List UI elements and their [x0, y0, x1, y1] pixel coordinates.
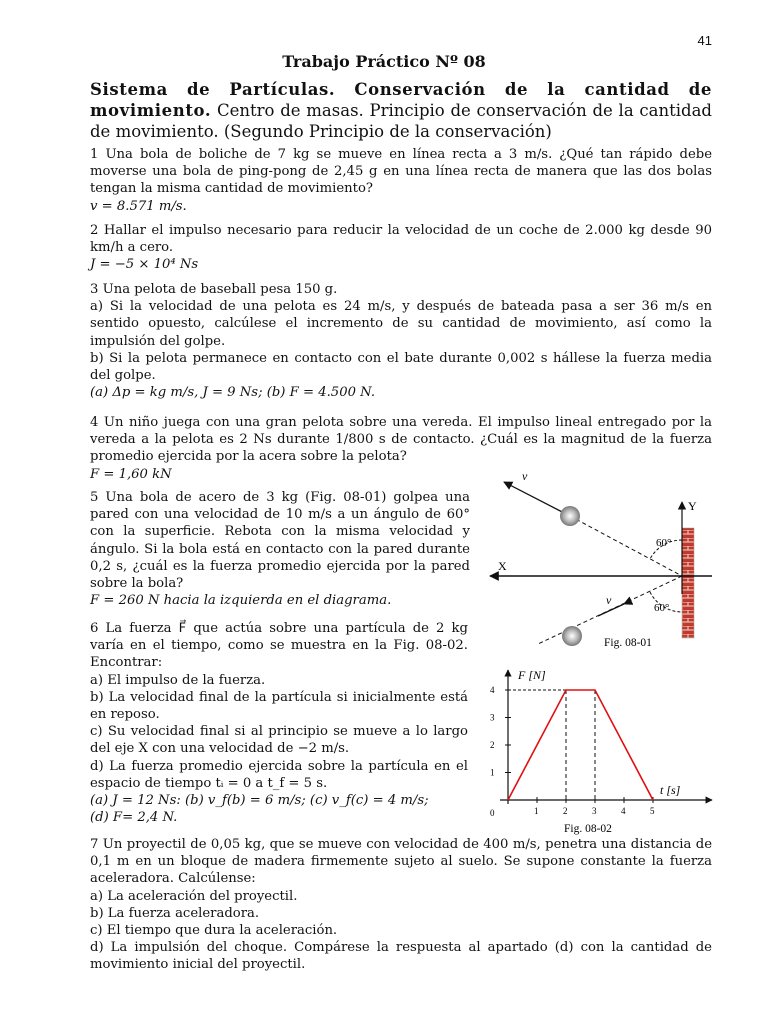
x-tick-label: 2 — [563, 806, 568, 816]
x-tick-label: 3 — [592, 806, 597, 816]
problem-5: 5 Una bola de acero de 3 kg (Fig. 08-01) golpea una pared con una velocidad de 10 m/s a un ángulo de 60° con la superficie. Rebota con la misma velocidad y ángulo. Si la bola está en contacto con la pared durante 0,2 s, ¿cuál es la fuerza promedio ejercida por la pared sobre la bola? F = 260 N hacia la izquierda en el diagrama. — [90, 490, 470, 609]
chart-x-label: t [s] — [660, 783, 681, 797]
incoming-velocity-label: v⃗ — [522, 469, 537, 483]
chart-y-label: F [N] — [518, 668, 546, 682]
answer-5: F = 260 N hacia la izquierda en el diagrama. — [90, 593, 392, 609]
answer-6a: (a) J = 12 Ns: (b) v_f(b) = 6 m/s; (c) v_f(c) = 4 m/s; — [90, 793, 429, 809]
problem-2: 2 Hallar el impulso necesario para reducir la velocidad de un coche de 2.000 kg desde 90 km/h a cero. J = −5 × 10⁴ Ns — [90, 223, 712, 273]
problem-3: 3 Una pelota de baseball pesa 150 g. a) Si la velocidad de una pelota es 24 m/s, y después de bateada pasa a ser 36 m/s en sentido opuesto, calcúlese el incremento de su cantidad de movimiento, así como la impulsión del golpe. b) Si la pelota permanece en contacto con el bate durante 0,002 s hállese la fuerza media del golpe. (a) Δp = kg m/s, J = 9 Ns; (b) F = 4.500 N. — [90, 282, 712, 401]
x-axis-label: X — [498, 559, 507, 573]
figure-08-02-chart — [478, 658, 718, 838]
figure-08-01 — [478, 466, 718, 651]
answer-1: v = 8.571 m/s. — [90, 198, 187, 214]
y-axis-label: Y — [688, 499, 697, 513]
rebound-velocity-label: v⃗ — [606, 593, 621, 607]
figure-caption-01: Fig. 08-01 — [604, 637, 652, 649]
y-tick-label: 2 — [490, 740, 495, 750]
y-tick-label: 4 — [490, 685, 495, 695]
answer-2: J = −5 × 10⁴ Ns — [90, 257, 199, 273]
ball-top — [560, 506, 580, 526]
y-tick-label: 3 — [490, 712, 495, 723]
problem-4: 4 Un niño juega con una gran pelota sobre una vereda. El impulso lineal entregado por la vereda a la pelota es 2 Ns durante 1/800 s de contacto. ¿Cuál es la magnitud de la fuerza promedio ejercida por la acera sobre la pelota? F = 1,60 kN — [90, 415, 712, 482]
answer-3: (a) Δp = kg m/s, J = 9 Ns; (b) F = 4.500 N. — [90, 385, 376, 401]
problem-1: 1 Una bola de boliche de 7 kg se mueve en línea recta a 3 m/s. ¿Qué tan rápido debe moverse una bola de ping-pong de 2,45 g en una línea recta de manera que las dos bolas tengan la misma cantidad de movimiento? v = 8.571 m/s. — [90, 147, 712, 214]
x-tick-label: 1 — [534, 806, 539, 816]
angle-label-top: 60° — [656, 537, 672, 549]
chart-origin-label: 0 — [490, 808, 495, 818]
angle-label-bottom: 60° — [654, 602, 670, 614]
ball-bottom — [562, 626, 582, 646]
answer-4: F = 1,60 kN — [90, 466, 172, 482]
force-series-line — [508, 690, 653, 800]
problem-7: 7 Un proyectil de 0,05 kg, que se mueve con velocidad de 400 m/s, penetra una distancia de 0,1 m en un bloque de madera firmemente sujeto al suelo. Se supone constante la fuerza aceleradora. Calcúlense: a) La aceleración del proyectil. b) La fuerza aceleradora. c) El tiempo que dura la aceleración. d) La impulsión del choque. Compárese la respuesta al apartado (d) con la cantidad de movimiento inicial del proyectil. — [90, 837, 712, 973]
x-tick-label: 4 — [621, 806, 626, 816]
problem-6: 6 La fuerza F⃗ que actúa sobre una partícula de 2 kg varía en el tiempo, como se muestra en la Fig. 08-02. Encontrar: a) El impulso de la fuerza. b) La velocidad final de la partícula si inicialmente está en reposo. c) Su velocidad final si al principio se mueve a lo largo del eje X con una velocidad de −2 m/s. d) La fuerza promedio ejercida sobre la partícula en el espacio de tiempo tᵢ = 0 a t_f = 5 s. (a) J = 12 Ns: (b) v_f(b) = 6 m/s; (c) v_f(c) = 4 m/s; (d) F= 2,4 N. — [90, 621, 468, 826]
incoming-velocity-arrow — [504, 482, 570, 516]
page-number: 41 — [697, 33, 712, 48]
figure-caption-02: Fig. 08-02 — [564, 823, 612, 835]
x-tick-label: 5 — [650, 806, 655, 816]
brick-wall — [682, 528, 694, 638]
page-title: Trabajo Práctico Nº 08 — [282, 52, 486, 71]
answer-6b: (d) F= 2,4 N. — [90, 810, 178, 826]
section-subtitle: Sistema de Partículas. Conservación de la cantidad de movimiento. Centro de masas. Principio de conservación de la cantidad de movimiento. (Segundo Principio de la conservación) — [90, 80, 712, 141]
y-tick-label: 1 — [490, 767, 495, 778]
